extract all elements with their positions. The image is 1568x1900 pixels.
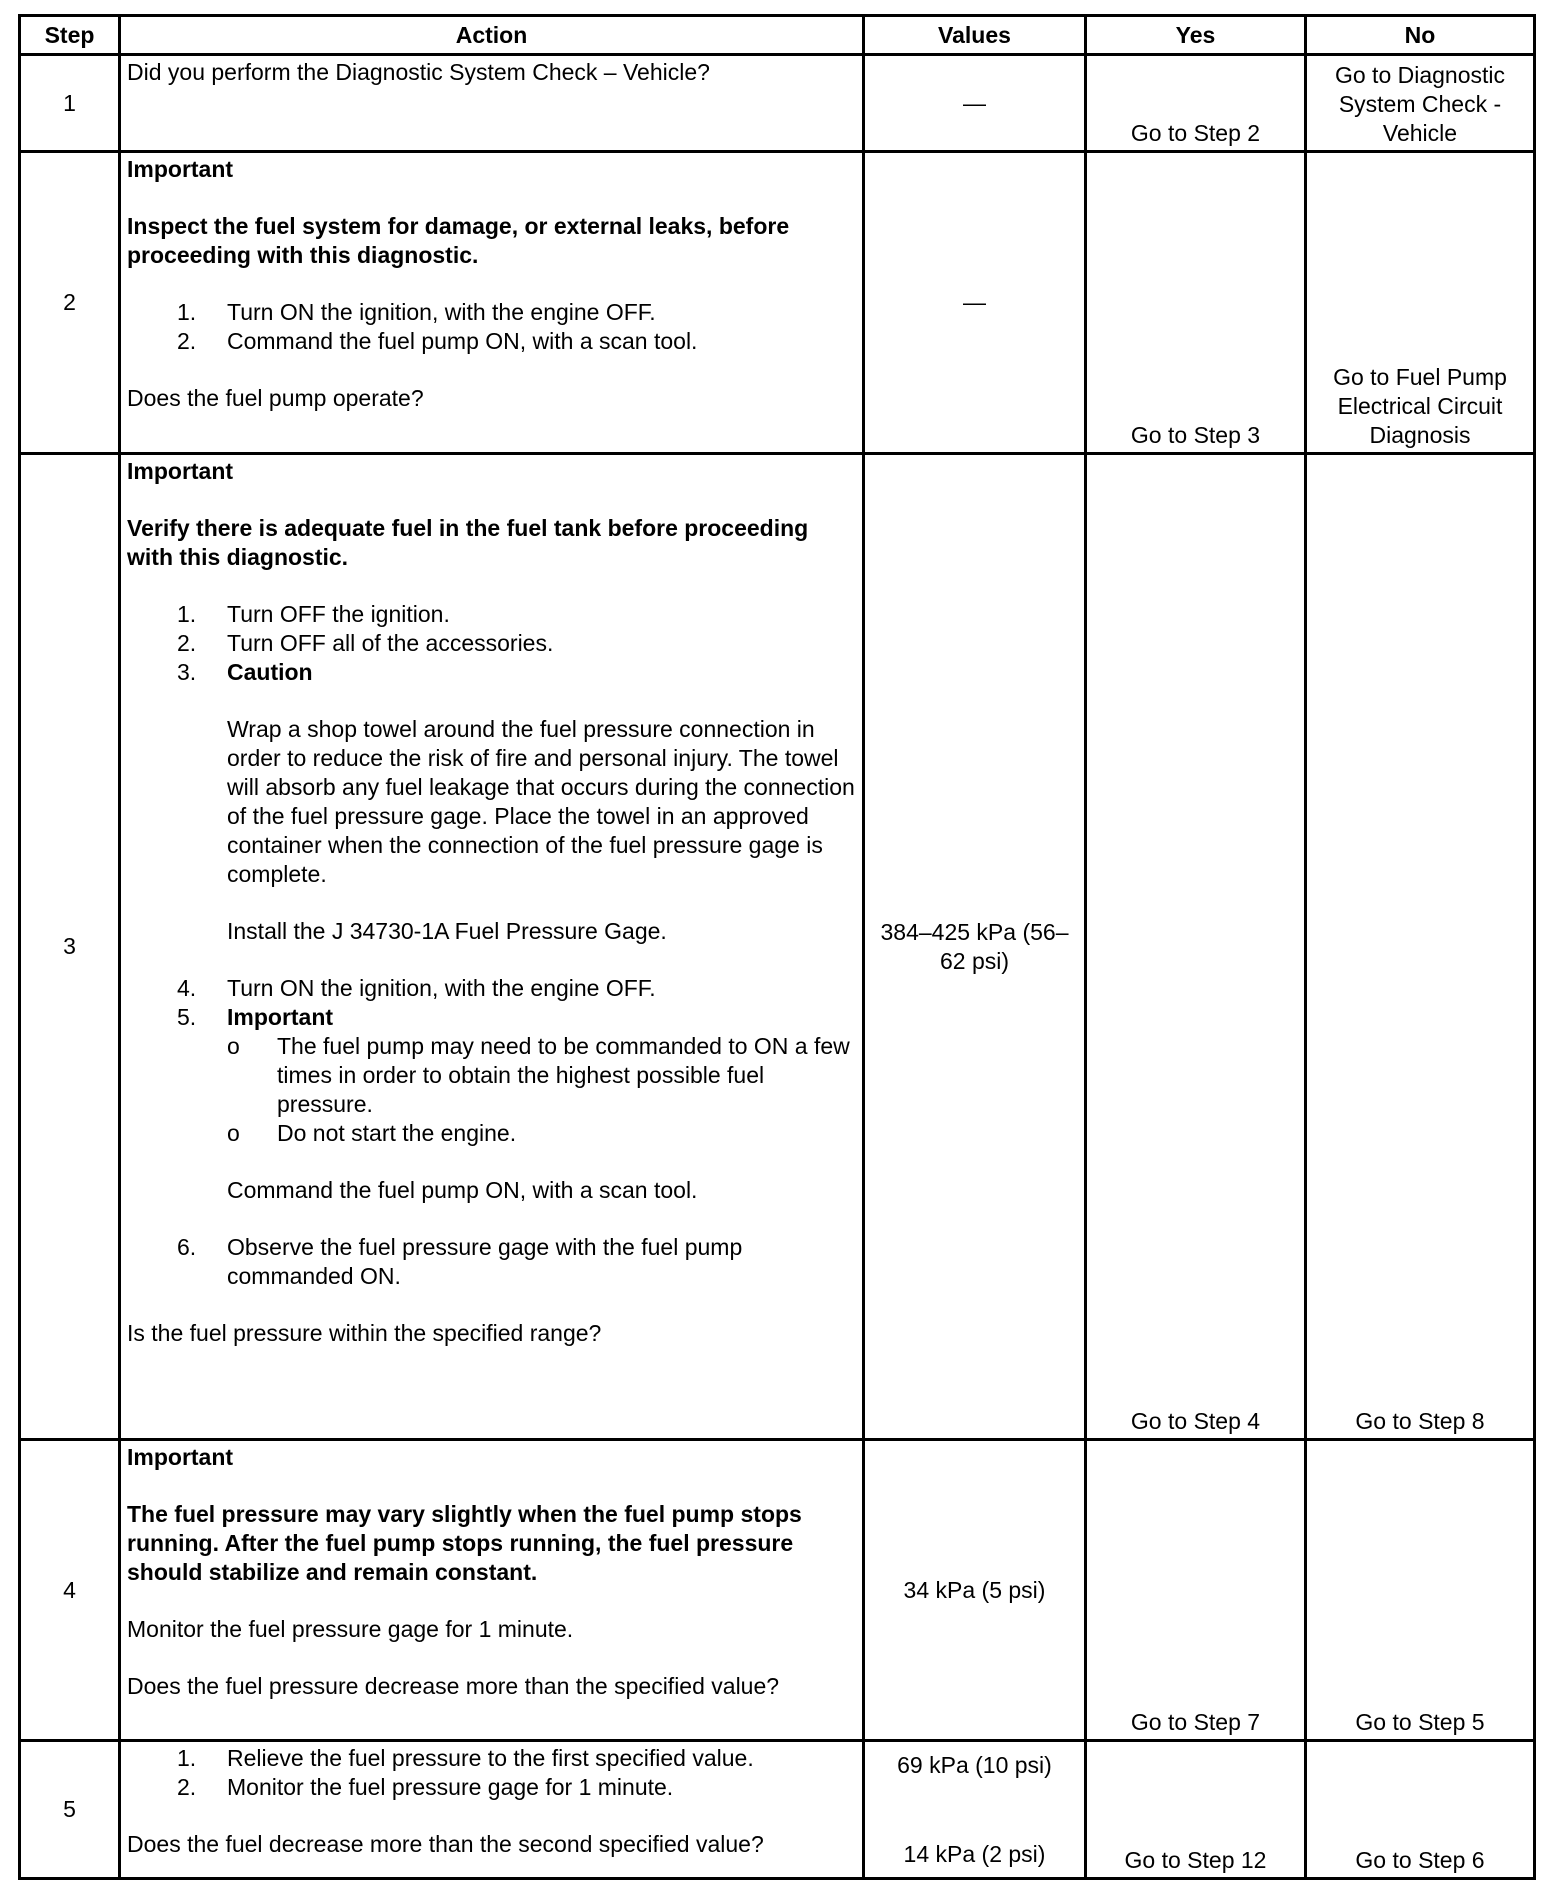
- substep-list: [127, 1744, 856, 1802]
- yes-link[interactable]: Go to Step 3: [1086, 152, 1306, 454]
- value-cell: —: [864, 55, 1086, 152]
- no-link[interactable]: Go to Fuel Pump Electrical Circuit Diagnosis: [1306, 152, 1535, 454]
- important-text: Verify there is adequate fuel in the fuel tank before proceeding with this diagnostic.: [127, 515, 809, 570]
- list-item: 2. Command the fuel pump ON, with a scan tool.: [177, 328, 698, 354]
- substep-list: [127, 298, 856, 356]
- list-item: 6. Observe the fuel pressure gage with the fuel pump commanded ON.: [177, 1234, 743, 1289]
- diagnostic-table: [18, 14, 1536, 1880]
- action-cell: [120, 1741, 864, 1879]
- yes-link[interactable]: Go to Step 7: [1086, 1440, 1306, 1741]
- value-cell: —: [864, 152, 1086, 454]
- header-yes: Yes: [1086, 16, 1306, 55]
- action-question: Does the fuel decrease more than the second specified value?: [127, 1831, 764, 1857]
- important-label: Important: [127, 458, 234, 484]
- table-row: [20, 1440, 1535, 1741]
- caution-text: Wrap a shop towel around the fuel pressure connection in order to reduce the risk of fire and personal injury. The towel will absorb any fuel leakage that occurs during the connection of the fuel pressure gage. Place the towel in an approved container when the connection of the fuel pressure gage is complete.: [227, 716, 855, 887]
- table-row: [20, 55, 1535, 152]
- yes-link[interactable]: Go to Step 4: [1086, 454, 1306, 1440]
- header-values: Values: [864, 16, 1086, 55]
- substep-list: [127, 600, 856, 1291]
- no-link[interactable]: Go to Step 8: [1306, 454, 1535, 1440]
- yes-link[interactable]: Go to Step 2: [1086, 55, 1306, 152]
- table-row: [20, 152, 1535, 454]
- action-question: Did you perform the Diagnostic System Check – Vehicle?: [127, 59, 710, 85]
- header-step: Step: [20, 16, 120, 55]
- important-text: The fuel pressure may vary slightly when the fuel pump stops running. After the fuel pump stops running, the fuel pressure should stabilize and remain constant.: [127, 1501, 802, 1585]
- list-item: 3. Caution Wrap a shop towel around the fuel pressure connection in order to reduce the risk of fire and personal injury. The towel will absorb any fuel leakage that occurs during the connection of the fuel pressure gage. Place the towel in an approved container when the connection of the fuel pressure gage is complete. Install the J 34730-1A Fuel Pressure Gage.: [177, 659, 855, 944]
- list-item: 5. Important o The fuel pump may need to be commanded to ON a few times in order to obtain the highest possible fuel pressure. o Do not start the engine. Command the fuel pump ON, with a scan tool.: [177, 1003, 856, 1233]
- list-item: o The fuel pump may need to be commanded to ON a few times in order to obtain the highest possible fuel pressure.: [227, 1033, 850, 1117]
- action-cell: [120, 454, 864, 1440]
- install-text: Install the J 34730-1A Fuel Pressure Gage.: [227, 918, 667, 944]
- list-item: 4. Turn ON the ignition, with the engine OFF.: [177, 975, 656, 1001]
- caution-label: Caution: [227, 659, 313, 685]
- step-number: 3: [20, 454, 120, 1440]
- no-link[interactable]: Go to Step 5: [1306, 1440, 1535, 1741]
- value-second: 14 kPa (2 psi): [903, 1840, 1046, 1867]
- value-cell: 34 kPa (5 psi): [864, 1440, 1086, 1741]
- step-number: 5: [20, 1741, 120, 1879]
- value-first: 69 kPa (10 psi): [897, 1751, 1052, 1778]
- action-cell: [120, 152, 864, 454]
- action-question: Is the fuel pressure within the specified range?: [127, 1320, 602, 1346]
- step-number: 4: [20, 1440, 120, 1741]
- header-action: Action: [120, 16, 864, 55]
- value-cell: 384–425 kPa (56–62 psi): [864, 454, 1086, 1440]
- yes-link[interactable]: Go to Step 12: [1086, 1741, 1306, 1879]
- list-item: 1. Relieve the fuel pressure to the first specified value.: [177, 1745, 754, 1771]
- action-cell: [120, 55, 864, 152]
- action-question: Does the fuel pressure decrease more than the specified value?: [127, 1673, 780, 1699]
- step-number: 1: [20, 55, 120, 152]
- list-item: 2. Turn OFF all of the accessories.: [177, 630, 554, 656]
- list-item: o Do not start the engine.: [227, 1120, 517, 1146]
- table-row: [20, 1741, 1535, 1879]
- list-item: 1. Turn OFF the ignition.: [177, 601, 450, 627]
- no-link[interactable]: Go to Diagnostic System Check - Vehicle: [1306, 55, 1535, 152]
- important-label: Important: [127, 156, 234, 182]
- diagnostic-document: [18, 14, 1536, 1880]
- command-text: Command the fuel pump ON, with a scan tool.: [227, 1177, 698, 1203]
- bullet-list: [177, 1032, 856, 1148]
- list-item: 1. Turn ON the ignition, with the engine OFF.: [177, 299, 656, 325]
- step-number: 2: [20, 152, 120, 454]
- header-row: [20, 16, 1535, 55]
- important-label: Important: [127, 1444, 234, 1470]
- list-item: 2. Monitor the fuel pressure gage for 1 minute.: [177, 1774, 674, 1800]
- value-cell: [864, 1741, 1086, 1879]
- important-text: Inspect the fuel system for damage, or external leaks, before proceeding with this diagnostic.: [127, 213, 790, 268]
- action-question: Does the fuel pump operate?: [127, 385, 424, 411]
- header-no: No: [1306, 16, 1535, 55]
- monitor-text: Monitor the fuel pressure gage for 1 minute.: [127, 1616, 574, 1642]
- important-sub-label: Important: [227, 1004, 334, 1030]
- table-row: [20, 454, 1535, 1440]
- no-link[interactable]: Go to Step 6: [1306, 1741, 1535, 1879]
- action-cell: [120, 1440, 864, 1741]
